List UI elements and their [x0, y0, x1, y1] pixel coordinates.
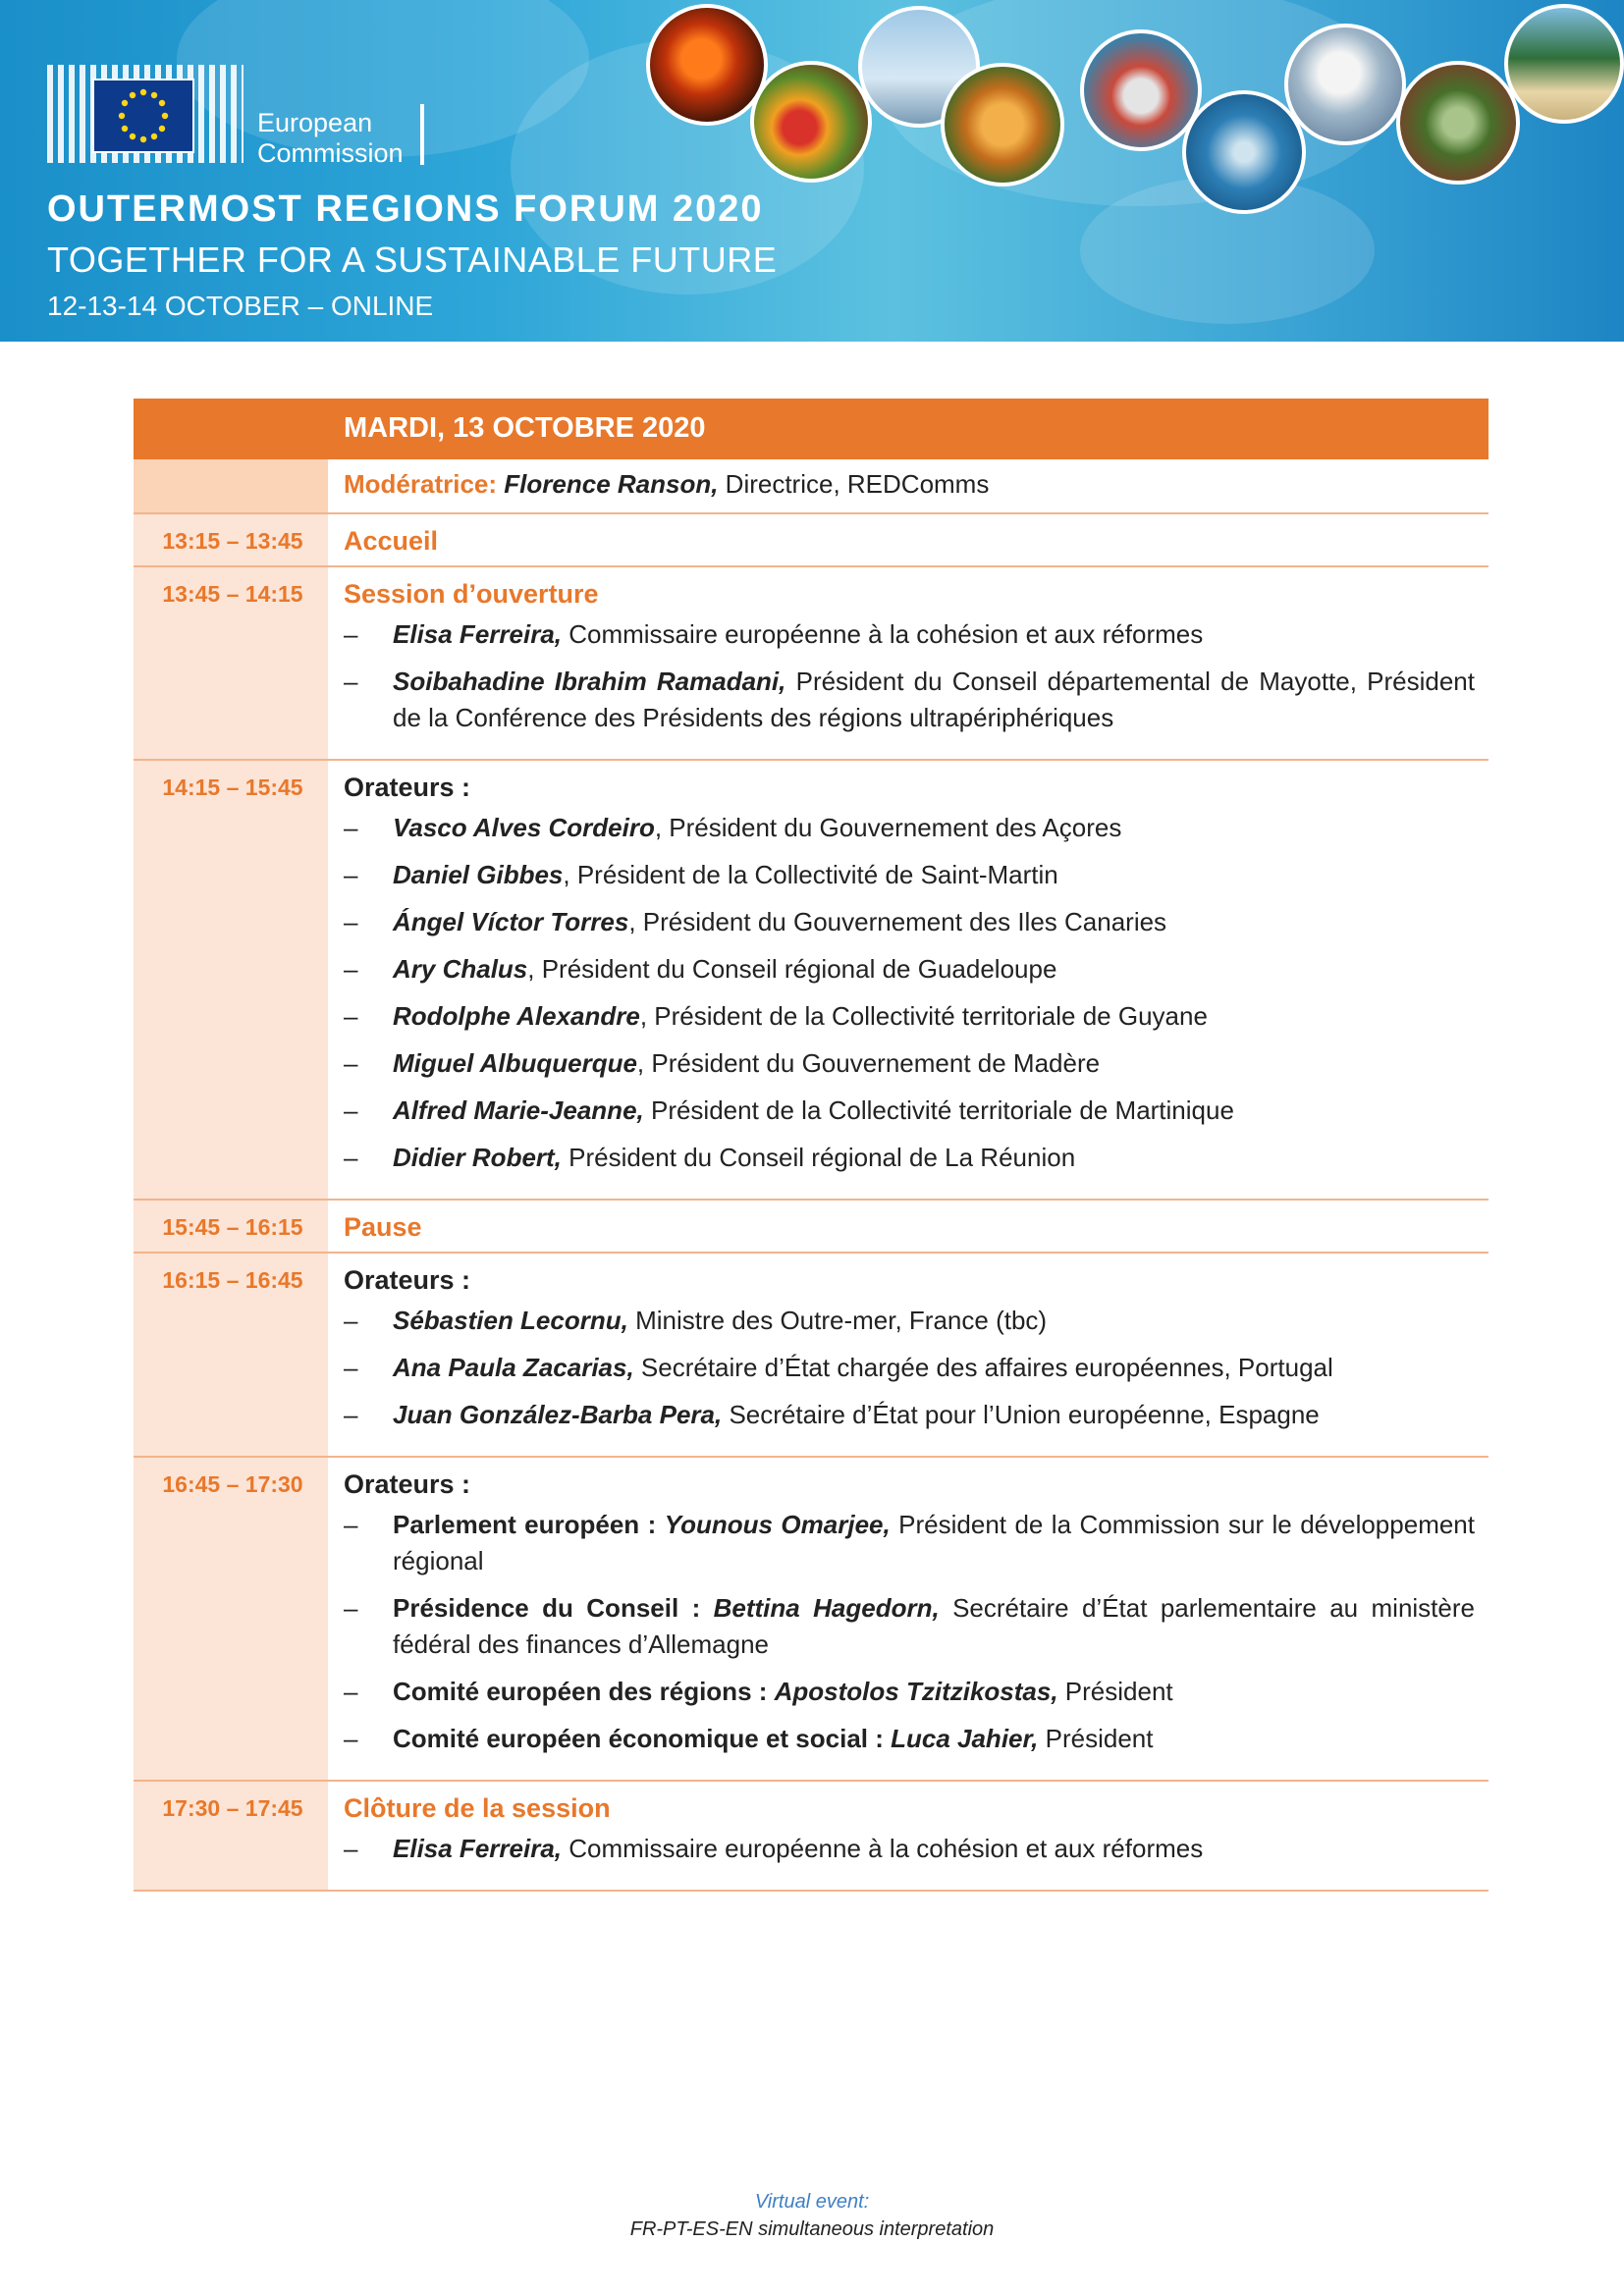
session-row — [134, 1782, 1489, 1892]
session-title: Clôture de la session — [344, 1793, 611, 1823]
logo-text-line1: European — [257, 108, 373, 137]
moderator-line — [344, 469, 989, 500]
speaker-item: – Elisa Ferreira, Commissaire européenne à la cohésion et aux réformes — [344, 1834, 1204, 1863]
speaker-item: – Présidence du Conseil : Bettina Hagedorn, Secrétaire d’État parlementaire au ministère fédéral des finances d’Allemagne — [344, 1593, 1475, 1659]
footer-interpretation: FR-PT-ES-EN simultaneous interpretation — [629, 2218, 995, 2240]
beach-tree-photo — [1504, 4, 1624, 124]
session-title: Orateurs : — [344, 1469, 471, 1499]
speaker-item: – Didier Robert, Président du Conseil régional de La Réunion — [344, 1143, 1076, 1172]
speaker-item: – Miguel Albuquerque, Président du Gouvernement de Madère — [344, 1048, 1101, 1078]
session-title: Accueil — [344, 526, 439, 556]
moderator-row — [134, 459, 1489, 514]
session-row — [134, 1201, 1489, 1254]
boats-photo — [1080, 29, 1202, 151]
session-time: 16:45 – 17:30 — [162, 1471, 303, 1497]
dolphin-photo — [1182, 90, 1306, 214]
leaf-photo — [1396, 61, 1520, 185]
session-time: 13:45 – 14:15 — [162, 581, 303, 607]
speaker-item: – Comité européen des régions : Apostolos Tzitzikostas, Président — [344, 1677, 1173, 1706]
logo-text-line2: Commission — [257, 138, 404, 168]
session-time: 13:15 – 13:45 — [162, 528, 303, 554]
speaker-item: – Sébastien Lecornu, Ministre des Outre-mer, France (tbc) — [344, 1306, 1048, 1335]
session-row — [134, 514, 1489, 567]
speaker-item: – Alfred Marie-Jeanne, Président de la Collectivité territoriale de Martinique — [344, 1095, 1234, 1125]
session-title: Orateurs : — [344, 1265, 471, 1295]
agenda-header — [134, 399, 1489, 459]
speaker-item: – Vasco Alves Cordeiro, Président du Gouvernement des Açores — [344, 813, 1122, 842]
speaker-item: – Daniel Gibbes, Président de la Collectivité de Saint-Martin — [344, 860, 1058, 889]
footer-virtual-event: Virtual event: — [754, 2191, 870, 2213]
logo-divider — [420, 104, 424, 165]
market-photo — [750, 61, 872, 183]
speaker-item: – Ángel Víctor Torres, Président du Gouvernement des Iles Canaries — [344, 907, 1167, 936]
speaker-item: – Soibahadine Ibrahim Ramadani, Président du Conseil départemental de Mayotte, Président de la Conférence des Présidents des régions ultrapériphériques — [344, 667, 1475, 732]
speaker-item: – Parlement européen : Younous Omarjee, Président de la Commission sur le développement régional — [344, 1510, 1475, 1575]
session-title: Session d’ouverture — [344, 579, 599, 609]
european-commission-logo — [47, 65, 440, 173]
forum-title: OUTERMOST REGIONS FORUM 2020 — [47, 188, 764, 230]
session-title: Pause — [344, 1212, 422, 1242]
session-time: 15:45 – 16:15 — [162, 1214, 303, 1240]
eu-flag-icon — [92, 79, 194, 153]
agenda-table — [134, 399, 1489, 1892]
session-time: 14:15 – 15:45 — [162, 774, 303, 800]
speaker-item: – Comité européen économique et social : Luca Jahier, Président — [344, 1724, 1154, 1753]
session-row — [134, 1254, 1489, 1458]
moderator-label: Modératrice: — [344, 469, 498, 499]
session-time: 17:30 – 17:45 — [162, 1795, 303, 1821]
header-banner — [0, 0, 1624, 342]
day-title: MARDI, 13 OCTOBRE 2020 — [344, 412, 706, 444]
speaker-item: – Rodolphe Alexandre, Président de la Collectivité territoriale de Guyane — [344, 1001, 1208, 1031]
session-title: Orateurs : — [344, 773, 471, 802]
speaker-item: – Juan González-Barba Pera, Secrétaire d’État pour l’Union européenne, Espagne — [344, 1400, 1320, 1429]
session-row — [134, 567, 1489, 761]
fruit-photo — [941, 63, 1064, 187]
session-row — [134, 1458, 1489, 1782]
volcano-photo — [646, 4, 768, 126]
speaker-item: – Ana Paula Zacarias, Secrétaire d’État chargée des affaires européennes, Portugal — [344, 1353, 1333, 1382]
observatory-photo — [1284, 24, 1406, 145]
session-time: 16:15 – 16:45 — [162, 1267, 303, 1293]
forum-dates: 12-13-14 OCTOBER – ONLINE — [47, 291, 434, 321]
session-row — [134, 761, 1489, 1201]
speaker-item: – Elisa Ferreira, Commissaire européenne à la cohésion et aux réformes — [344, 619, 1204, 649]
forum-subtitle: TOGETHER FOR A SUSTAINABLE FUTURE — [47, 240, 778, 280]
moderator-role: Directrice, REDComms — [718, 469, 990, 499]
moderator-name: Florence Ranson, — [504, 469, 719, 499]
speaker-item: – Ary Chalus, Président du Conseil régional de Guadeloupe — [344, 954, 1057, 984]
